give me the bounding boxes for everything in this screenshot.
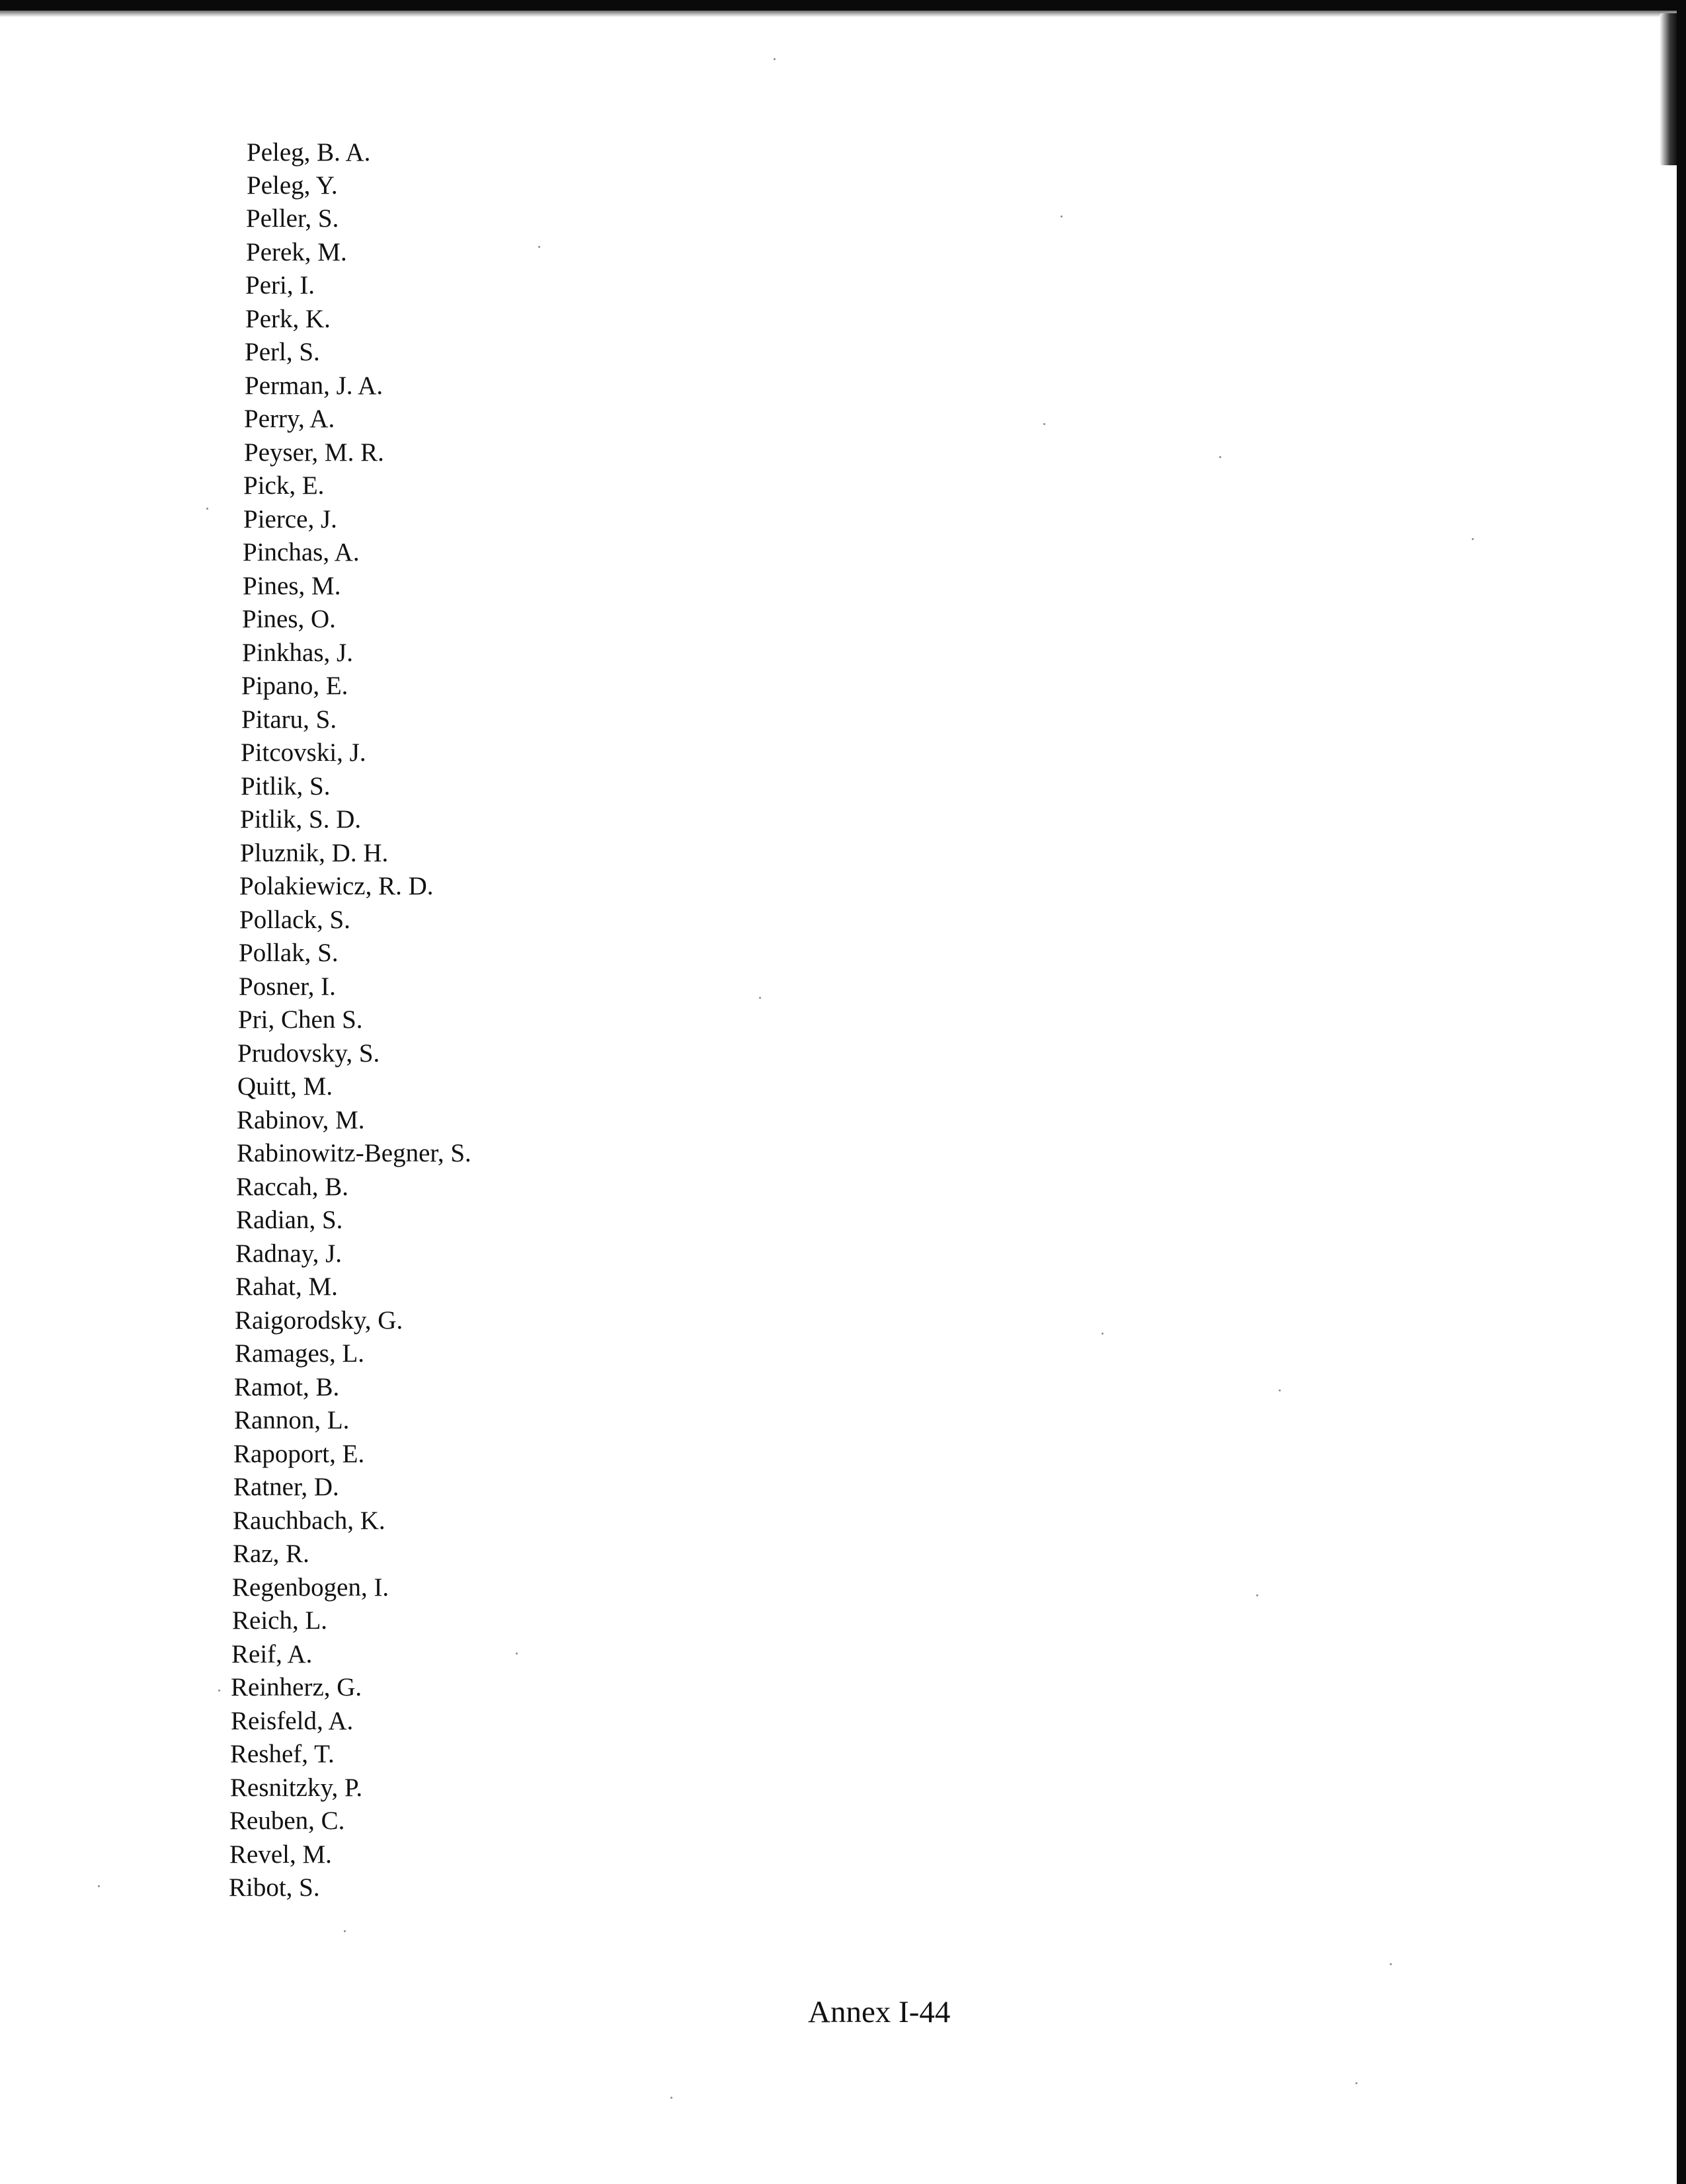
list-item: Rauchbach, K.	[233, 1506, 385, 1535]
scan-speck	[206, 508, 208, 510]
list-item: Pines, M.	[243, 572, 341, 600]
scan-speck	[1390, 1963, 1392, 1965]
list-item: Pitcovski, J.	[241, 738, 366, 767]
scan-speck	[1472, 538, 1474, 540]
list-item: Pinchas, A.	[243, 538, 360, 566]
list-item: Perk, K.	[245, 305, 331, 333]
list-item: Pluznik, D. H.	[240, 839, 389, 867]
list-item: Radian, S.	[236, 1206, 343, 1234]
scan-speck	[1256, 1594, 1258, 1596]
list-item: Peleg, Y.	[247, 171, 338, 200]
scan-speck	[1061, 215, 1063, 217]
list-item: Perek, M.	[246, 238, 347, 266]
list-item: Reich, L.	[232, 1606, 328, 1635]
scan-speck	[670, 2097, 672, 2099]
list-item: Rapoport, E.	[233, 1440, 365, 1468]
scan-top-edge	[0, 0, 1686, 11]
scan-binding-shadow	[1660, 13, 1677, 165]
scan-speck	[1219, 456, 1221, 458]
scan-top-edge-shadow	[0, 11, 1686, 17]
list-item: Resnitzky, P.	[230, 1774, 363, 1802]
list-item: Regenbogen, I.	[232, 1573, 389, 1602]
list-item: Reuben, C.	[229, 1807, 345, 1835]
list-item: Pri, Chen S.	[238, 1005, 363, 1034]
list-item: Perl, S.	[245, 338, 320, 366]
list-item: Pierce, J.	[243, 505, 337, 533]
list-item: Peri, I.	[245, 271, 315, 299]
scan-speck	[1043, 423, 1045, 425]
list-item: Pollak, S.	[239, 939, 339, 967]
list-item: Prudovsky, S.	[237, 1039, 380, 1068]
list-item: Revel, M.	[229, 1840, 332, 1869]
list-item: Pitlik, S.	[241, 772, 331, 800]
list-item: Rannon, L.	[234, 1406, 350, 1434]
list-item: Perry, A.	[244, 405, 335, 433]
list-item: Radnay, J.	[235, 1239, 342, 1268]
list-item: Peleg, B. A.	[247, 138, 371, 167]
list-item: Peyser, M. R.	[244, 438, 384, 467]
scan-speck	[759, 997, 761, 999]
list-item: Reshef, T.	[230, 1740, 335, 1768]
list-item: Ribot, S.	[229, 1873, 320, 1902]
scan-speck	[98, 1885, 100, 1887]
list-item: Raz, R.	[233, 1540, 309, 1568]
list-item: Reisfeld, A.	[231, 1707, 354, 1735]
list-item: Ramages, L.	[235, 1339, 365, 1368]
scan-speck	[344, 1930, 346, 1932]
list-item: Pick, E.	[243, 471, 325, 500]
list-item: Rahat, M.	[235, 1272, 338, 1301]
list-item: Pipano, E.	[241, 672, 348, 700]
list-item: Pines, O.	[242, 605, 336, 633]
scan-right-edge	[1677, 0, 1686, 2184]
list-item: Pitaru, S.	[241, 705, 337, 734]
list-item: Raccah, B.	[236, 1173, 349, 1201]
list-item: Pitlik, S. D.	[240, 805, 362, 834]
scan-speck	[1279, 1389, 1281, 1391]
scan-speck	[774, 58, 776, 60]
list-item: Raigorodsky, G.	[235, 1306, 403, 1335]
scan-speck	[218, 1690, 220, 1692]
scan-speck	[1355, 2082, 1357, 2084]
list-item: Peller, S.	[246, 204, 339, 233]
list-item: Quitt, M.	[237, 1072, 333, 1101]
scan-speck	[516, 1653, 518, 1655]
list-item: Perman, J. A.	[245, 371, 383, 400]
list-item: Ratner, D.	[233, 1473, 339, 1501]
scan-speck	[1102, 1333, 1104, 1335]
list-item: Posner, I.	[239, 972, 336, 1001]
scan-speck	[538, 246, 540, 248]
list-item: Pollack, S.	[239, 906, 350, 934]
list-item: Reif, A.	[231, 1640, 313, 1668]
list-item: Polakiewicz, R. D.	[239, 872, 434, 900]
list-item: Ramot, B.	[234, 1373, 340, 1401]
list-item: Rabinowitz-Begner, S.	[237, 1139, 471, 1167]
list-item: Reinherz, G.	[231, 1673, 362, 1701]
list-item: Pinkhas, J.	[242, 639, 353, 667]
page-label: Annex I-44	[808, 1995, 951, 2029]
list-item: Rabinov, M.	[237, 1106, 365, 1134]
